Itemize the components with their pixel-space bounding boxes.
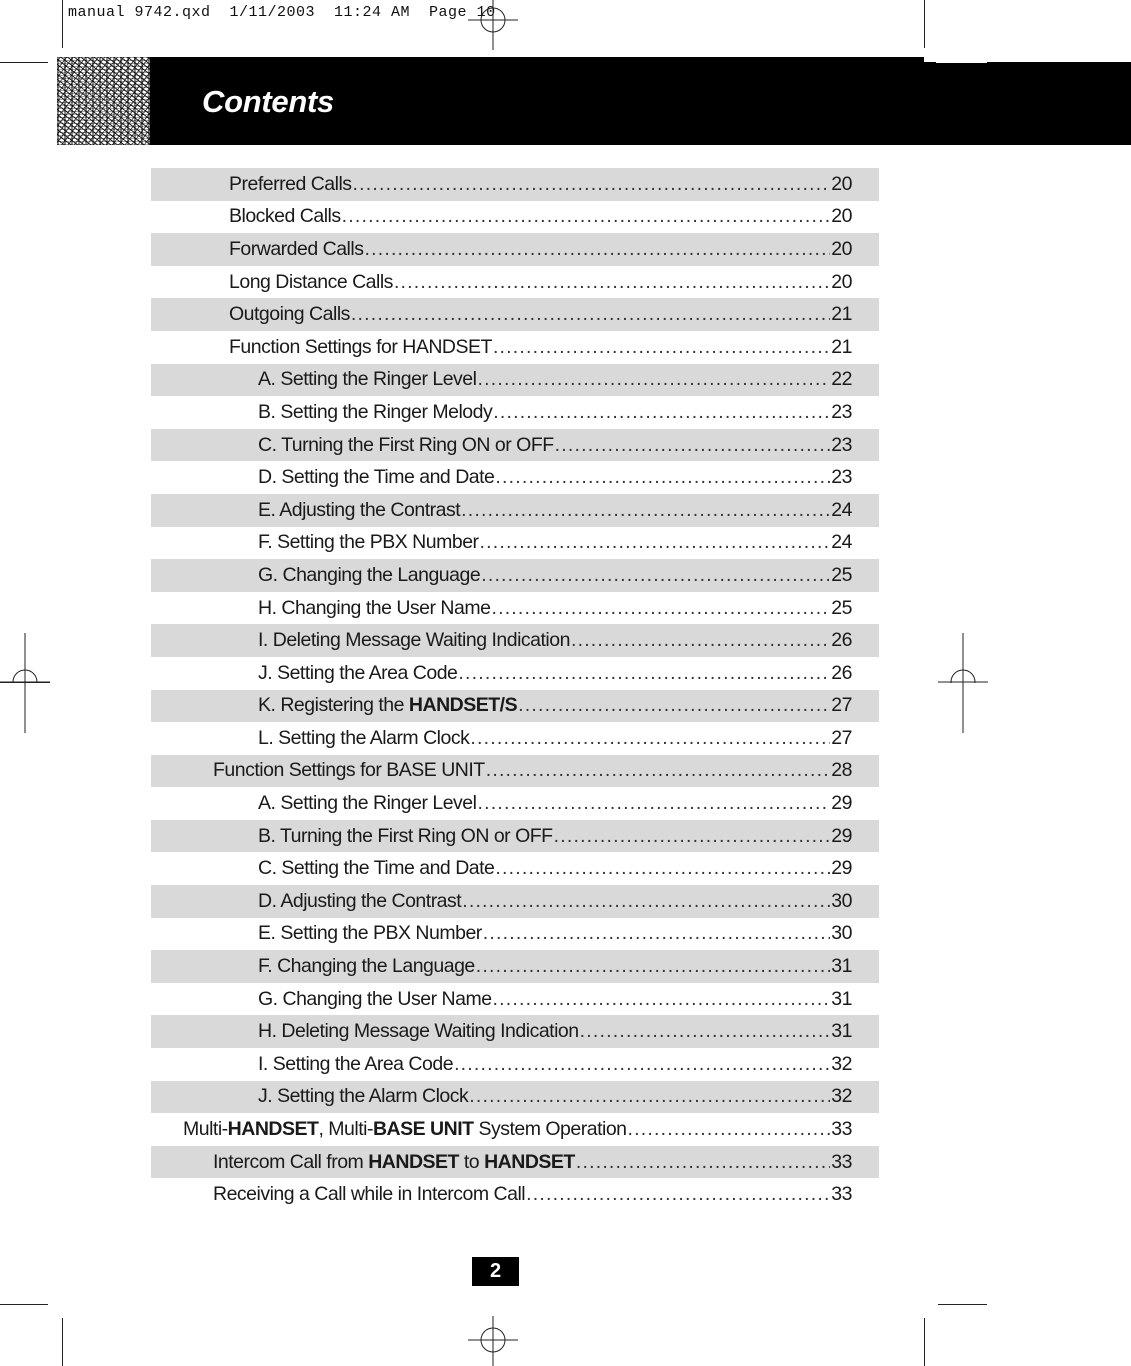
toc-dot-leader — [495, 857, 830, 880]
toc-dot-leader — [628, 1118, 831, 1141]
toc-entry[interactable] — [151, 233, 879, 266]
toc-dot-leader — [469, 1085, 830, 1108]
toc-entry-text — [258, 564, 852, 587]
toc-label-part: Multi- — [183, 1118, 228, 1141]
crop-mark — [938, 1304, 987, 1305]
toc-dot-leader — [454, 1053, 830, 1076]
toc-entry-text — [258, 890, 852, 913]
toc-entry[interactable] — [151, 527, 879, 560]
header-texture-pattern — [57, 57, 151, 145]
header-notch-line — [936, 62, 987, 63]
toc-dot-leader — [576, 1151, 830, 1174]
toc-dot-leader — [493, 988, 831, 1011]
toc-page-number: 27 — [831, 694, 852, 717]
toc-entry-label: Forwarded Calls — [229, 237, 364, 260]
toc-entry-label: H. Deleting Message Waiting Indication — [258, 1020, 579, 1043]
toc-page-number: 31 — [831, 987, 852, 1010]
toc-entry-text — [258, 531, 852, 554]
toc-label-part: System Operation — [473, 1118, 627, 1141]
toc-entry-text — [258, 857, 852, 880]
toc-entry-text — [258, 694, 852, 717]
crop-mark — [924, 1318, 925, 1366]
toc-entry[interactable] — [151, 559, 879, 592]
toc-entry-label: Receiving a Call while in Intercom Call — [213, 1183, 526, 1206]
toc-page-number: 23 — [831, 433, 852, 456]
toc-entry-label — [258, 694, 517, 717]
toc-entry[interactable] — [151, 1081, 879, 1114]
toc-entry-label: Function Settings for HANDSET — [229, 335, 492, 358]
toc-page-number: 23 — [831, 400, 852, 423]
toc-dot-leader — [342, 205, 831, 228]
toc-entry-label: F. Setting the PBX Number — [258, 531, 479, 554]
toc-entry[interactable] — [151, 983, 879, 1016]
toc-entry[interactable] — [151, 918, 879, 951]
toc-entry-text — [258, 401, 852, 424]
toc-entry-label: L. Setting the Alarm Clock — [258, 726, 470, 749]
toc-entry-text — [229, 271, 852, 294]
toc-dot-leader — [491, 597, 830, 620]
toc-entry[interactable] — [151, 1113, 879, 1146]
toc-entry-text — [258, 727, 852, 750]
toc-page-number: 29 — [831, 857, 852, 880]
toc-entry[interactable] — [151, 429, 879, 462]
toc-page-number: 27 — [831, 726, 852, 749]
toc-dot-leader — [554, 825, 831, 848]
toc-entry-label: Blocked Calls — [229, 205, 341, 228]
toc-page-number: 31 — [831, 1020, 852, 1043]
toc-entry-text — [258, 955, 852, 978]
toc-entry-label: A. Setting the Ringer Level — [258, 368, 477, 391]
toc-entry-label: J. Setting the Alarm Clock — [258, 1085, 469, 1108]
toc-dot-leader — [555, 434, 831, 457]
toc-page-number: 22 — [831, 368, 852, 391]
toc-page-number: 25 — [831, 563, 852, 586]
toc-entry-label: B. Setting the Ringer Melody — [258, 400, 493, 423]
toc-entry[interactable] — [151, 722, 879, 755]
toc-entry-label: I. Deleting Message Waiting Indication — [258, 629, 570, 652]
toc-dot-leader — [477, 792, 830, 815]
toc-entry-text — [213, 1183, 852, 1206]
toc-dot-leader — [353, 173, 831, 196]
crop-mark — [0, 1304, 48, 1305]
toc-entry[interactable] — [151, 201, 879, 234]
toc-entry[interactable] — [151, 624, 879, 657]
toc-entry-label: C. Setting the Time and Date — [258, 857, 495, 880]
toc-entry-label: J. Setting the Area Code — [258, 661, 458, 684]
registration-mark-icon — [938, 633, 988, 683]
toc-dot-leader — [526, 1183, 830, 1206]
toc-page-number: 33 — [831, 1118, 852, 1141]
toc-entry[interactable] — [151, 364, 879, 397]
toc-label-part: HANDSET/S — [408, 694, 518, 717]
toc-entry-text — [183, 1118, 852, 1141]
print-slug: manual 9742.qxd 1/11/2003 11:24 AM Page 10 — [68, 4, 496, 21]
toc-entry[interactable] — [151, 885, 879, 918]
toc-page-number: 24 — [831, 498, 852, 521]
registration-mark-icon — [468, 1316, 518, 1366]
toc-entry-text — [229, 173, 852, 196]
toc-entry-text — [258, 597, 852, 620]
toc-entry[interactable] — [151, 1015, 879, 1048]
toc-entry-text — [258, 466, 852, 489]
toc-entry[interactable] — [151, 852, 879, 885]
toc-page-number: 33 — [831, 1183, 852, 1206]
toc-entry[interactable] — [151, 1048, 879, 1081]
toc-dot-leader — [364, 238, 830, 261]
toc-entry[interactable] — [151, 298, 879, 331]
toc-dot-leader — [458, 662, 830, 685]
table-of-contents — [151, 168, 879, 1211]
toc-entry-label: A. Setting the Ringer Level — [258, 792, 477, 815]
toc-entry[interactable] — [151, 690, 879, 723]
toc-page-number: 24 — [831, 531, 852, 554]
toc-dot-leader — [486, 759, 831, 782]
toc-page-number: 20 — [831, 237, 852, 260]
toc-page-number: 30 — [831, 922, 852, 945]
toc-page-number: 32 — [831, 1085, 852, 1108]
toc-entry[interactable] — [151, 950, 879, 983]
registration-mark-icon — [938, 683, 988, 733]
crop-mark — [62, 0, 63, 48]
toc-entry[interactable] — [151, 461, 879, 494]
toc-entry[interactable] — [151, 168, 879, 201]
toc-entry[interactable] — [151, 592, 879, 625]
toc-dot-leader — [480, 531, 831, 554]
page-title: Contents — [202, 84, 334, 119]
toc-dot-leader — [462, 890, 830, 913]
toc-dot-leader — [470, 727, 830, 750]
crop-mark — [0, 62, 48, 63]
toc-dot-leader — [483, 922, 831, 945]
toc-page-number: 30 — [831, 889, 852, 912]
toc-dot-leader — [461, 499, 830, 522]
page-number: 2 — [472, 1257, 519, 1286]
toc-entry-label: G. Changing the User Name — [258, 987, 492, 1010]
registration-mark-icon — [0, 633, 50, 683]
toc-label-part: K. Registering the — [258, 694, 409, 717]
toc-entry-label: Preferred Calls — [229, 172, 352, 195]
toc-entry-label: D. Setting the Time and Date — [258, 466, 495, 489]
toc-page-number: 21 — [831, 335, 852, 358]
toc-page-number: 28 — [831, 759, 852, 782]
registration-mark-icon — [468, 0, 518, 50]
toc-entry-label: D. Adjusting the Contrast — [258, 889, 462, 912]
toc-page-number: 26 — [831, 661, 852, 684]
toc-label-part: to — [458, 1150, 485, 1173]
toc-entry[interactable] — [151, 1178, 879, 1211]
toc-dot-leader — [394, 271, 830, 294]
toc-entry[interactable] — [151, 494, 879, 527]
toc-entry-text — [258, 922, 852, 945]
toc-entry-text — [213, 759, 852, 782]
toc-entry-text — [258, 662, 852, 685]
toc-dot-leader — [476, 955, 831, 978]
toc-dot-leader — [351, 303, 830, 326]
toc-page-number: 26 — [831, 629, 852, 652]
toc-entry-text — [229, 205, 852, 228]
toc-dot-leader — [571, 629, 830, 652]
toc-page-number: 31 — [831, 955, 852, 978]
toc-entry-text — [229, 303, 852, 326]
toc-page-number: 29 — [831, 824, 852, 847]
toc-entry-label: H. Changing the User Name — [258, 596, 491, 619]
toc-dot-leader — [518, 694, 830, 717]
toc-page-number: 29 — [831, 792, 852, 815]
toc-entry-text — [258, 499, 852, 522]
toc-label-part: HANDSET — [227, 1118, 319, 1141]
toc-entry-text — [258, 1020, 852, 1043]
toc-page-number: 23 — [831, 466, 852, 489]
toc-dot-leader — [495, 466, 830, 489]
toc-entry-label: B. Turning the First Ring ON or OFF — [258, 824, 553, 847]
toc-entry-label — [183, 1118, 627, 1141]
toc-page-number: 20 — [831, 205, 852, 228]
toc-page-number: 20 — [831, 270, 852, 293]
toc-page-number: 33 — [831, 1150, 852, 1173]
toc-entry-label: C. Turning the First Ring ON or OFF — [258, 433, 554, 456]
crop-mark — [924, 0, 925, 48]
toc-entry-label: F. Changing the Language — [258, 955, 475, 978]
toc-page-number: 20 — [831, 172, 852, 195]
toc-dot-leader — [481, 564, 830, 587]
toc-entry[interactable] — [151, 755, 879, 788]
toc-entry-text — [258, 825, 852, 848]
toc-entry[interactable] — [151, 787, 879, 820]
toc-entry-label: Outgoing Calls — [229, 303, 350, 326]
toc-dot-leader — [477, 368, 830, 391]
toc-entry-label: E. Adjusting the Contrast — [258, 498, 461, 521]
toc-label-part: , Multi- — [318, 1118, 373, 1141]
registration-mark-icon — [0, 683, 50, 733]
toc-dot-leader — [493, 401, 830, 424]
toc-entry-text — [229, 238, 852, 261]
toc-entry-label — [213, 1151, 575, 1174]
toc-entry-label: E. Setting the PBX Number — [258, 922, 482, 945]
toc-entry[interactable] — [151, 657, 879, 690]
toc-entry-label: Long Distance Calls — [229, 270, 393, 293]
toc-entry-text — [258, 1053, 852, 1076]
toc-page-number: 32 — [831, 1052, 852, 1075]
toc-label-part: HANDSET — [484, 1150, 575, 1173]
toc-entry[interactable] — [151, 266, 879, 299]
toc-entry[interactable] — [151, 396, 879, 429]
toc-page-number: 21 — [831, 303, 852, 326]
toc-entry-text — [213, 1151, 852, 1174]
toc-entry[interactable] — [151, 331, 879, 364]
toc-entry-text — [258, 368, 852, 391]
toc-entry[interactable] — [151, 820, 879, 853]
toc-label-part: Intercom Call from — [213, 1150, 369, 1173]
toc-page-number: 25 — [831, 596, 852, 619]
toc-label-part: BASE UNIT — [372, 1118, 474, 1141]
crop-mark — [62, 1318, 63, 1366]
toc-entry-text — [258, 434, 852, 457]
toc-label-part: HANDSET — [368, 1150, 459, 1173]
toc-entry-text — [258, 1085, 852, 1108]
toc-dot-leader — [493, 336, 830, 359]
toc-entry[interactable] — [151, 1146, 879, 1179]
toc-entry-text — [258, 792, 852, 815]
toc-dot-leader — [580, 1020, 831, 1043]
toc-entry-text — [258, 988, 852, 1011]
toc-entry-label: G. Changing the Language — [258, 563, 481, 586]
toc-entry-text — [229, 336, 852, 359]
toc-entry-label: Function Settings for BASE UNIT — [213, 759, 485, 782]
toc-entry-text — [258, 629, 852, 652]
toc-entry-label: I. Setting the Area Code — [258, 1052, 454, 1075]
